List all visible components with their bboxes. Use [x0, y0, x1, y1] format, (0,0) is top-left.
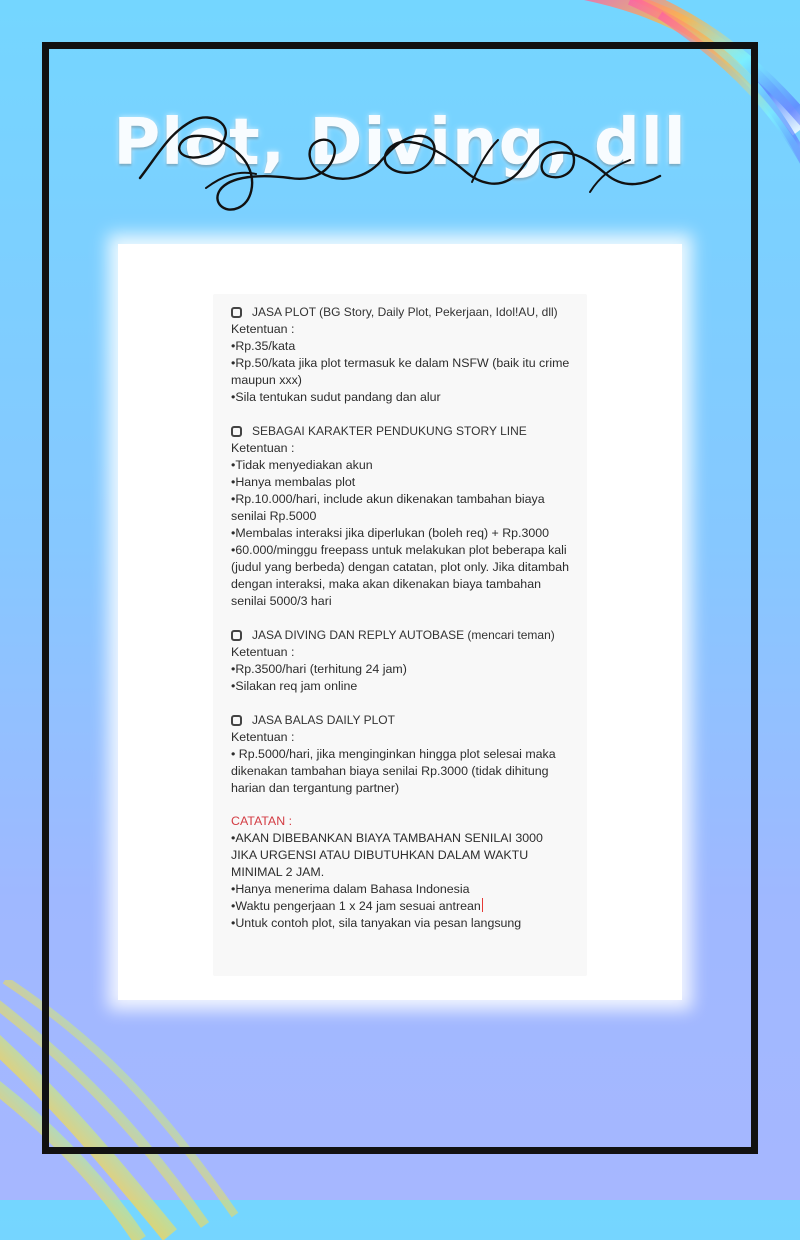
text-cursor-icon [482, 898, 483, 912]
section-label: Ketentuan : [231, 645, 295, 659]
page-title: Plot, Diving, dll [113, 106, 687, 180]
section-item: •Rp.10.000/hari, include akun dikenakan tambahan biaya senilai Rp.5000 [231, 492, 545, 523]
catatan-title: CATATAN : [231, 814, 293, 828]
section-label: Ketentuan : [231, 441, 295, 455]
section-item: •Sila tentukan sudut pandang dan alur [231, 390, 441, 404]
section-heading-row [231, 627, 571, 644]
title-area [0, 92, 800, 212]
section-item: •60.000/minggu freepass untuk melakukan plot beberapa kali (judul yang berbeda) dengan catatan, plot only. Jika ditambah dengan interaksi, maka akan dikenakan biaya tambahan senilai 5000/3 hari [231, 543, 569, 608]
section-diving-reply [231, 627, 571, 695]
section-item: •Membalas interaksi jika diperlukan (boleh req) + Rp.3000 [231, 526, 550, 540]
section-item: • Rp.5000/hari, jika menginginkan hingga plot selesai maka dikenakan tambahan biaya senilai Rp.3000 (tidak dihitung harian dan tergantung partner) [231, 747, 556, 795]
section-heading: SEBAGAI KARAKTER PENDUKUNG STORY LINE [252, 424, 527, 438]
section-label: Ketentuan : [231, 322, 295, 336]
catatan-item [231, 898, 571, 915]
section-heading: JASA PLOT (BG Story, Daily Plot, Pekerjaan, Idol!AU, dll) [252, 305, 558, 319]
script-overlay-icon [120, 92, 680, 222]
section-item: •Rp.3500/hari (terhitung 24 jam) [231, 662, 407, 676]
catatan-section [231, 813, 571, 932]
section-label: Ketentuan : [231, 730, 295, 744]
section-item: •Rp.35/kata [231, 339, 296, 353]
section-heading: JASA BALAS DAILY PLOT [252, 713, 395, 727]
section-heading-row [231, 304, 571, 321]
catatan-item: •AKAN DIBEBANKAN BIAYA TAMBAHAN SENILAI 3000 JIKA URGENSI ATAU DIBUTUHKAN DALAM WAKTU MINIMAL 2 JAM. [231, 831, 543, 879]
checkbox-icon[interactable] [231, 630, 242, 641]
section-jasa-plot [231, 304, 571, 406]
checkbox-icon[interactable] [231, 715, 242, 726]
section-item: •Tidak menyediakan akun [231, 458, 373, 472]
catatan-item-text: •Waktu pengerjaan 1 x 24 jam sesuai antrean [231, 899, 481, 913]
section-story-line [231, 423, 571, 610]
section-heading: JASA DIVING DAN REPLY AUTOBASE (mencari teman) [252, 628, 555, 642]
catatan-item: •Hanya menerima dalam Bahasa Indonesia [231, 882, 470, 896]
section-item: •Rp.50/kata jika plot termasuk ke dalam NSFW (baik itu crime maupun xxx) [231, 356, 570, 387]
checkbox-icon[interactable] [231, 307, 242, 318]
checkbox-icon[interactable] [231, 426, 242, 437]
section-heading-row [231, 712, 571, 729]
section-item: •Hanya membalas plot [231, 475, 356, 489]
catatan-item: •Untuk contoh plot, sila tanyakan via pesan langsung [231, 916, 522, 930]
section-item: •Silakan req jam online [231, 679, 358, 693]
section-balas-daily-plot [231, 712, 571, 797]
section-heading-row [231, 423, 571, 440]
service-content [231, 304, 571, 949]
